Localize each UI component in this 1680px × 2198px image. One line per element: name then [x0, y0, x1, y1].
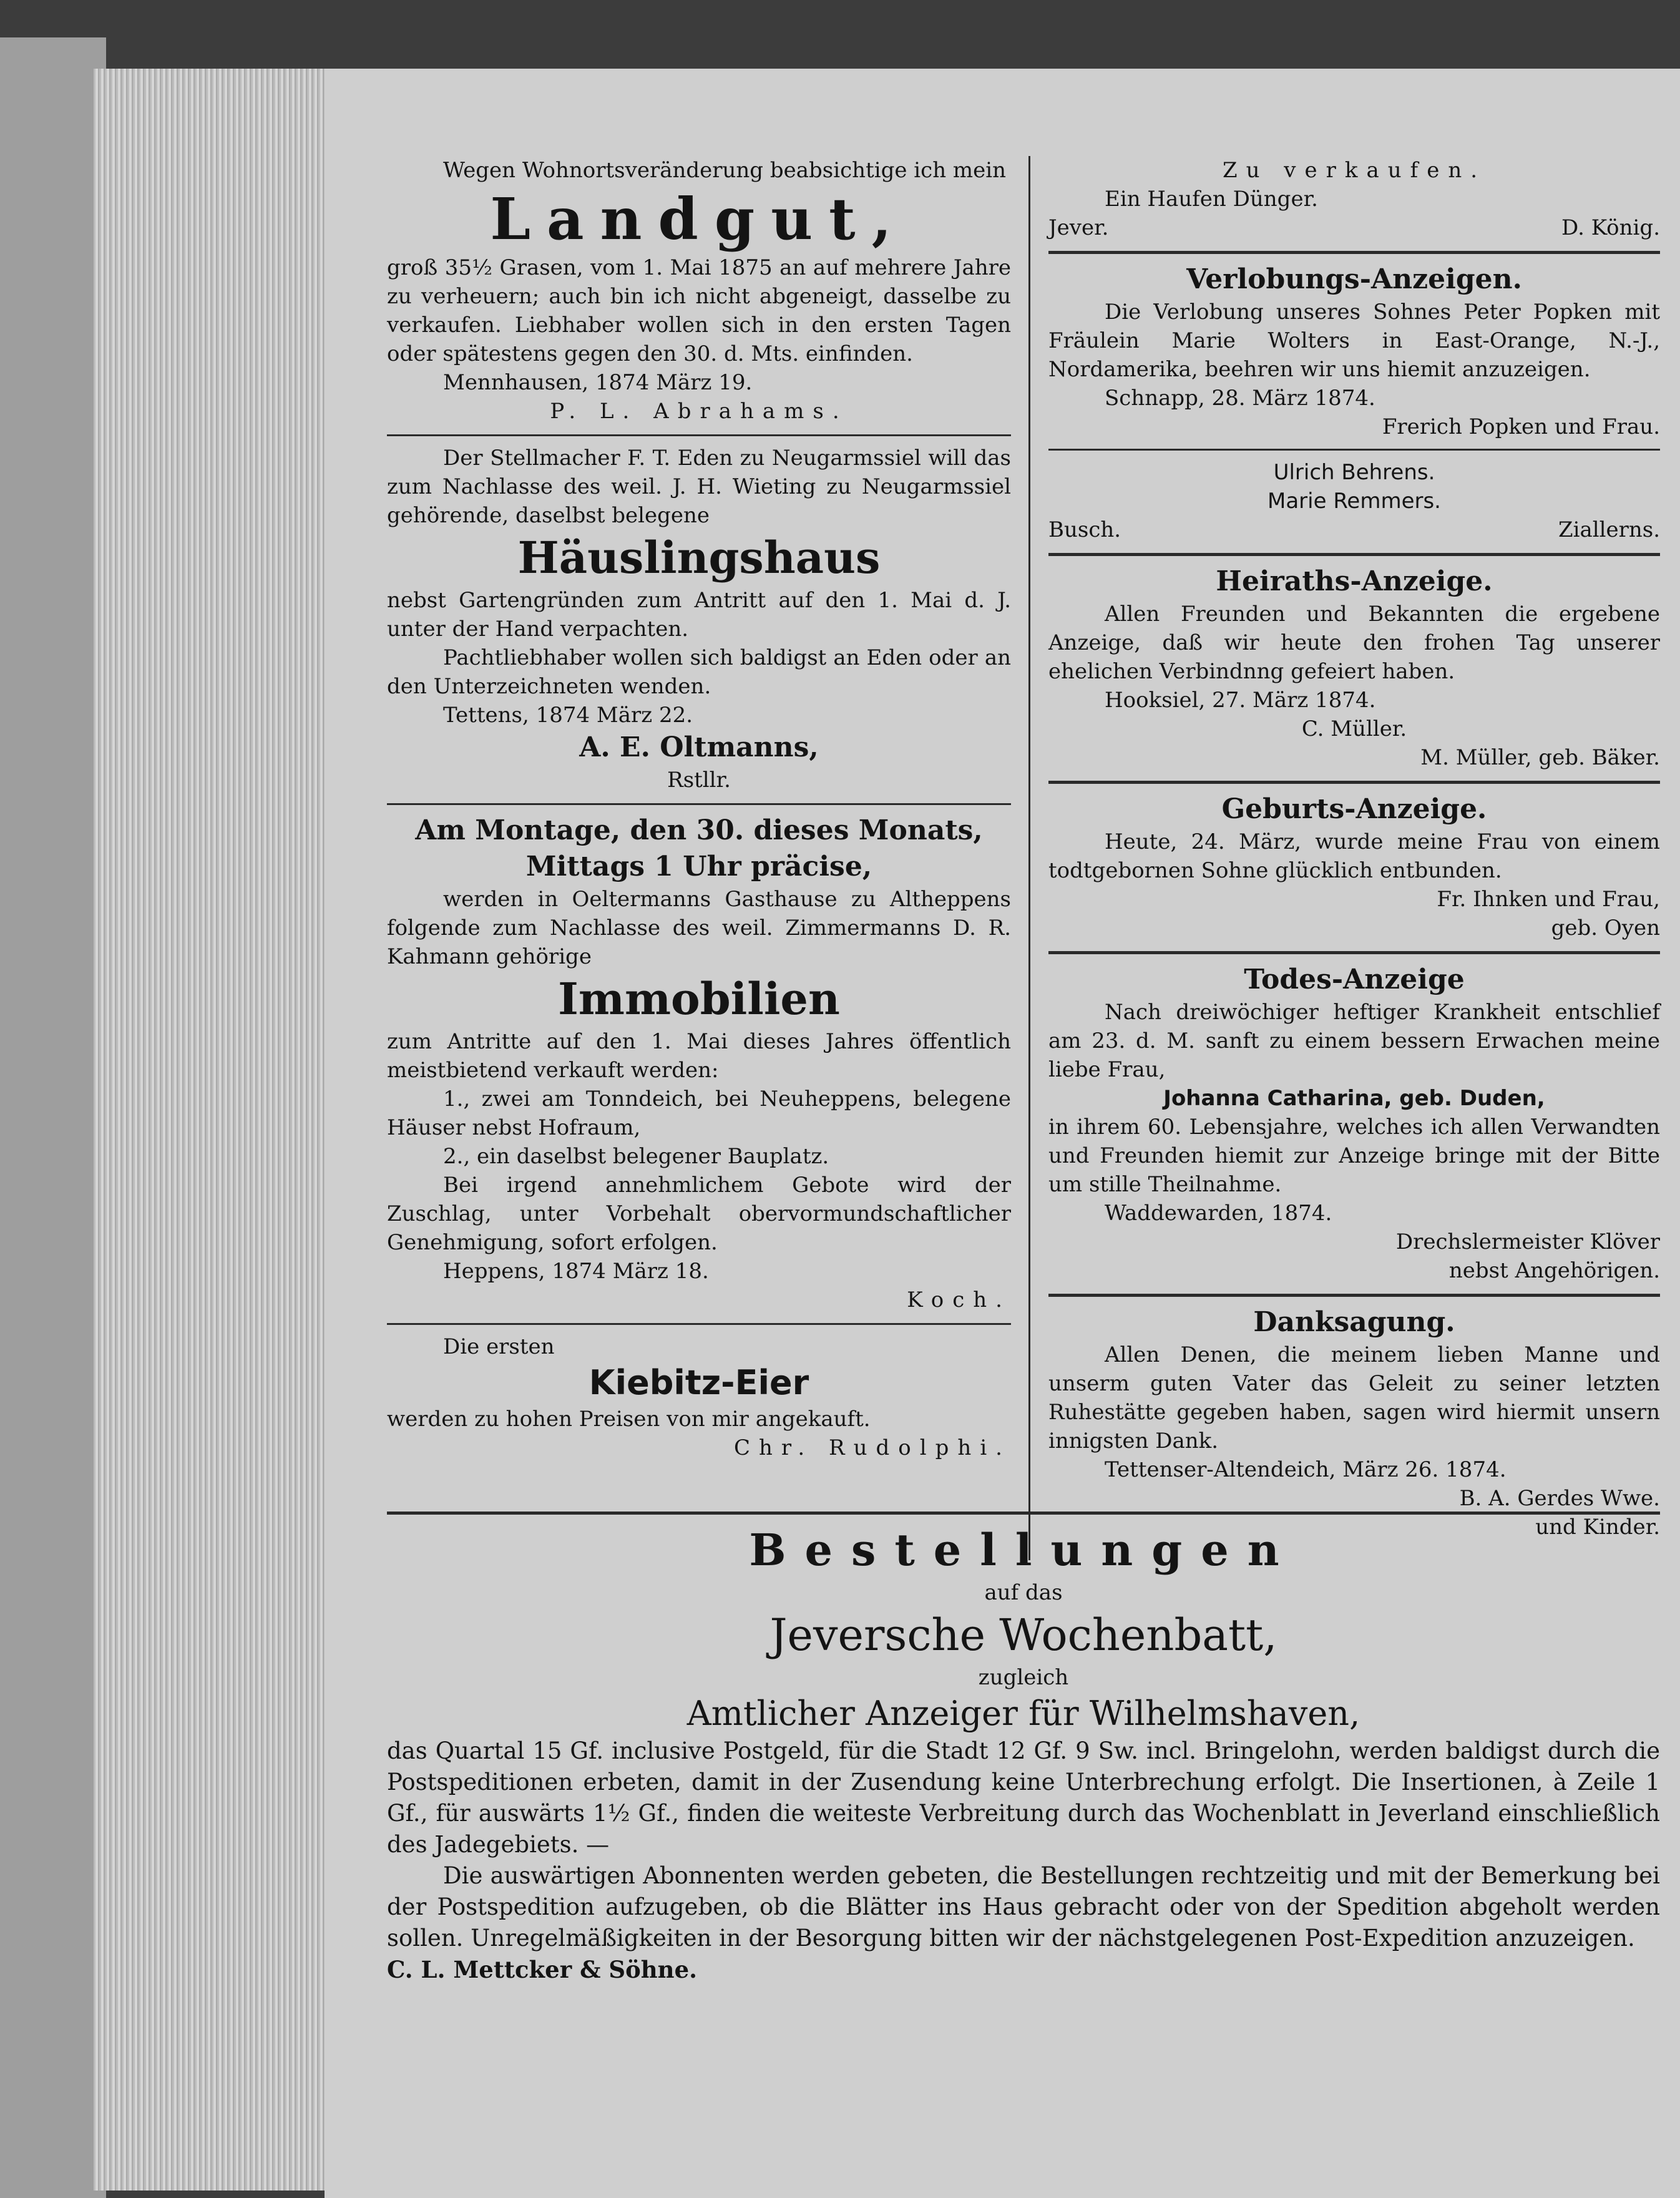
ad-signature: A. E. Oltmanns, [579, 731, 819, 763]
ad-heading: Geburts-Anzeige. [1221, 793, 1487, 825]
ad-geburt [1048, 791, 1660, 942]
ad-heirath [1048, 564, 1660, 772]
ad-immobilien [387, 813, 1011, 1314]
ad-signature-2: und Kinder. [1535, 1515, 1660, 1540]
ad-verlobung [1048, 261, 1660, 544]
ad-signature-1: Drechslermeister Klöver [1395, 1229, 1660, 1254]
divider [1048, 251, 1660, 254]
ad-body-2: in ihrem 60. Lebensjahre, welches ich allen Verwandten und Freunden hiemit zur Anzeige bringe mit der Bitte um stille Theilnahme. [1048, 1115, 1660, 1197]
ad-kiebitz [387, 1332, 1011, 1462]
ad-body: Heute, 24. März, wurde meine Frau von einem todtgebornen Sohne glücklich entbunden. [1048, 829, 1660, 883]
column-divider [1028, 156, 1030, 1560]
ad-intro: werden in Oeltermanns Gasthause zu Altheppens folgende zum Nachlasse des weil. Zimmermanns D. R. Kahmann gehörige [387, 887, 1011, 969]
ad-body: Ein Haufen Dünger. [1105, 187, 1318, 212]
ad-body-2: Bei irgend annehmlichem Gebote wird der Zuschlag, unter Vorbehalt obervormundschaftlicher Genehmigung, sofort erfolgen. [387, 1173, 1011, 1255]
ad-signature-2: geb. Oyen [1551, 916, 1660, 940]
notice-body-2: Die auswärtigen Abonnenten werden gebeten, die Bestellungen rechtzeitig und mit der Bemerkung bei der Postspedition aufzugeben, ob die Blätter ins Haus gebracht oder von der Spedition abgeholt werden sollen. Unregelmäßigkeiten in der Besorgung bitten wir der nächstgelegenen Post-Expedition anzuzeigen. [387, 1862, 1660, 1951]
ad-intro: Wegen Wohnortsveränderung beabsichtige ich mein [443, 158, 1007, 183]
ad-body-2: Pachtliebhaber wollen sich baldigst an Eden oder an den Unterzeichneten wenden. [387, 645, 1011, 699]
ad-place-date: Tettenser-Altendeich, März 26. 1874. [1105, 1457, 1507, 1482]
subscription-notice [387, 1504, 1660, 1985]
divider [1048, 781, 1660, 784]
ad-body: Allen Freunden und Bekannten die ergebene Anzeige, daß wir heute den frohen Tag unserer ehelichen Verbindnng gefeiert haben. [1048, 602, 1660, 684]
ad-place-1: Busch. [1048, 517, 1121, 542]
ad-signature: Chr. Rudolphi. [734, 1435, 1011, 1460]
divider [387, 1323, 1011, 1325]
ad-time-line: Mittags 1 Uhr präcise, [525, 851, 872, 882]
ad-heading: Verlobungs-Anzeigen. [1186, 263, 1522, 295]
ad-signature: Koch. [907, 1287, 1011, 1312]
ad-signature-2: nebst Angehörigen. [1448, 1258, 1660, 1283]
ad-place-2: Ziallerns. [1558, 517, 1660, 542]
notice-line-3: zugleich [978, 1665, 1069, 1690]
ad-deceased-name: Johanna Catharina, geb. Duden, [1163, 1086, 1545, 1111]
ad-haeuslingshaus [387, 444, 1011, 794]
ad-heading: Danksagung. [1253, 1306, 1455, 1338]
ad-verkaufen [1048, 156, 1660, 242]
ad-place-date: Schnapp, 28. März 1874. [1105, 386, 1375, 411]
divider [1048, 553, 1660, 556]
ad-heading: Todes-Anzeige [1244, 964, 1465, 995]
ad-signature: Frerich Popken und Frau. [1382, 414, 1660, 439]
ad-signature: P. L. Abrahams. [550, 399, 848, 424]
ad-signature-1: C. Müller. [1301, 716, 1407, 741]
divider [387, 1512, 1660, 1515]
ad-place-date: Hooksiel, 27. März 1874. [1105, 688, 1376, 713]
ad-heading: Kiebitz-Eier [588, 1363, 809, 1402]
ad-list-item-1: 1., zwei am Tonndeich, bei Neuheppens, belegene Häuser nebst Hofraum, [387, 1087, 1011, 1140]
right-column [1048, 156, 1660, 1550]
ad-date-line: Am Montage, den 30. dieses Monats, [415, 814, 983, 846]
ad-signature-title: Rstllr. [667, 768, 731, 793]
book-cover [0, 37, 106, 2198]
ad-heading: Zu verkaufen. [1222, 158, 1487, 183]
ad-place-date: Mennhausen, 1874 März 19. [443, 370, 753, 395]
ad-body: Die Verlobung unseres Sohnes Peter Popken mit Fräulein Marie Wolters in East-Orange, N.-J., Nordamerika, beehren wir uns hiemit anzuzeigen. [1048, 300, 1660, 382]
divider [1048, 449, 1660, 451]
notice-body-1: das Quartal 15 Gf. inclusive Postgeld, für die Stadt 12 Gf. 9 Sw. incl. Bringelohn, werden baldigst durch die Postspeditionen erbeten, damit in der Zusendung keine Unterbrechung erfolgt. Die Insertionen, à Zeile 1 Gf., für auswärts 1½ Gf., finden die weiteste Verbreitung durch das Wochenblatt in Jeverland einschließlich des Jadegebiets. — [387, 1737, 1660, 1858]
ad-signature-1: B. A. Gerdes Wwe. [1459, 1486, 1660, 1511]
ad-body: nebst Gartengründen zum Antritt auf den 1. Mai d. J. unter der Hand verpachten. [387, 588, 1011, 642]
divider [387, 803, 1011, 805]
ad-name-2: Marie Remmers. [1267, 489, 1441, 514]
ad-body: werden zu hohen Preisen von mir angekauft. [387, 1407, 871, 1432]
divider [1048, 951, 1660, 954]
divider [1048, 1294, 1660, 1297]
ad-landgut [387, 156, 1011, 426]
ad-heading: Häuslingshaus [517, 532, 881, 584]
ad-place-date: Tettens, 1874 März 22. [443, 703, 693, 728]
ad-body: Allen Denen, die meinem lieben Manne und unserm guten Vater das Geleit zu seiner letzten Ruhestätte gegeben haben, sagen wird hiermit unsern innigsten Dank. [1048, 1342, 1660, 1453]
left-column [387, 156, 1011, 1471]
newspaper-page [325, 69, 1680, 2198]
newspaper-subtitle: Amtlicher Anzeiger für Wilhelmshaven, [686, 1694, 1360, 1733]
ad-todes [1048, 962, 1660, 1285]
ad-body: groß 35½ Grasen, vom 1. Mai 1875 an auf mehrere Jahre zu verheuern; auch bin ich nicht abgeneigt, dasselbe zu verkaufen. Liebhaber wollen sich in den ersten Tagen oder spätestens gegen den 30. d. Mts. einfinden. [387, 255, 1011, 366]
ad-heading: Immobilien [558, 973, 840, 1025]
notice-heading: Bestellungen [749, 1524, 1298, 1576]
ad-signature-2: M. Müller, geb. Bäker. [1420, 745, 1660, 770]
ad-intro: Die ersten [443, 1334, 555, 1359]
ad-signature: D. König. [1561, 215, 1660, 240]
ad-place: Jever. [1048, 215, 1109, 240]
notice-line-2: auf das [984, 1580, 1063, 1605]
ad-list-item-2: 2., ein daselbst belegener Bauplatz. [443, 1144, 829, 1169]
divider [387, 434, 1011, 436]
ad-place-date: Heppens, 1874 März 18. [443, 1259, 709, 1284]
ad-heading: Landgut, [490, 185, 908, 253]
ad-place-date: Waddewarden, 1874. [1105, 1201, 1332, 1226]
ad-heading: Heiraths-Anzeige. [1216, 565, 1493, 597]
ad-intro: Der Stellmacher F. T. Eden zu Neugarmssiel will das zum Nachlasse des weil. J. H. Wieting zu Neugarmssiel gehörende, daselbst belegene [387, 446, 1011, 528]
ad-signature-1: Fr. Ihnken und Frau, [1437, 887, 1660, 912]
ad-footer-row [1048, 515, 1660, 544]
ad-footer-row [1048, 213, 1660, 242]
notice-signature: C. L. Mettcker & Söhne. [387, 1956, 698, 1983]
ad-name-1: Ulrich Behrens. [1273, 460, 1435, 485]
ad-body: Nach dreiwöchiger heftiger Krankheit entschlief am 23. d. M. sanft zu einem bessern Erwachen meine liebe Frau, [1048, 1000, 1660, 1082]
page-stack-edge [94, 69, 337, 2191]
ad-body: zum Antritte auf den 1. Mai dieses Jahres öffentlich meistbietend verkauft werden: [387, 1029, 1011, 1083]
newspaper-title: Jeversche Wochenbatt, [769, 1609, 1277, 1661]
